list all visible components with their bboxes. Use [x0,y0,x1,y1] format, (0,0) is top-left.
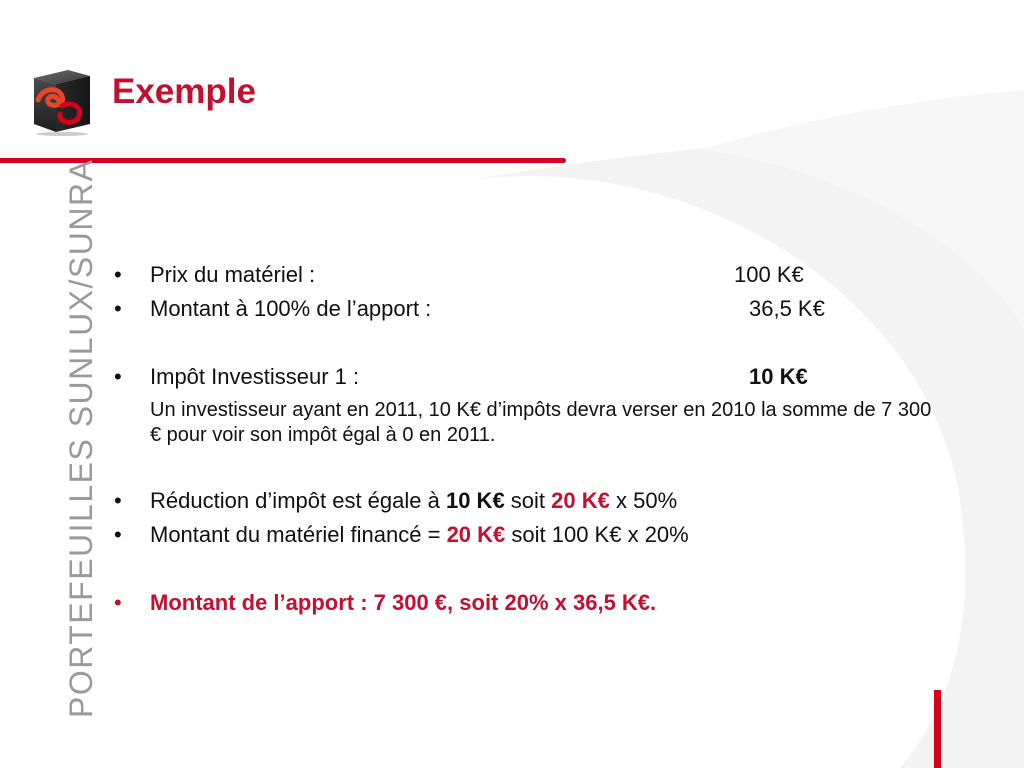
item-value: 36,5 K€ [749,296,825,321]
bullet: • [114,364,122,389]
reduction-red-value: 20 K€ [551,488,610,513]
item-value: 100 K€ [734,262,804,287]
bullet: • [114,522,122,547]
list-item-montant-apport [114,296,825,322]
vertical-brand-text: PORTEFEUILLES SUNLUX/SUNRA [63,158,99,718]
list-item-prix [114,262,804,288]
reduction-text-c: x 50% [609,488,678,513]
reduction-text-a: Réduction d’impôt est égale à [150,488,446,513]
financed-red-value: 20 K€ [446,522,506,547]
item-label: Prix du matériel : [150,262,316,287]
item-label: Montant à 100% de l’apport : [150,296,432,321]
bullet: • [114,590,122,615]
bullet: • [114,262,122,287]
list-item-financed [114,522,689,548]
financed-text-b: soit 100 K€ x 20% [505,522,689,547]
list-item-conclusion [114,590,657,616]
item-value: 10 K€ [749,364,808,389]
bullet: • [114,488,122,513]
financed-text-a: Montant du matériel financé = [150,522,447,547]
reduction-bold-value: 10 K€ [445,488,505,513]
list-item-impot [114,364,808,390]
investor-note: Un investisseur ayant en 2011, 10 K€ d’impôts devra verser en 2010 la somme de 7 300 € pour voir son impôt égal à 0 en 2011. [150,399,932,446]
slide-title: Exemple [112,72,256,111]
list-item-reduction [114,488,678,514]
conclusion-text: Montant de l’apport : 7 300 €, soit 20% x 36,5 K€. [150,590,657,615]
reduction-text-b: soit [504,488,552,513]
bullet: • [114,296,122,321]
item-label: Impôt Investisseur 1 : [150,364,360,389]
